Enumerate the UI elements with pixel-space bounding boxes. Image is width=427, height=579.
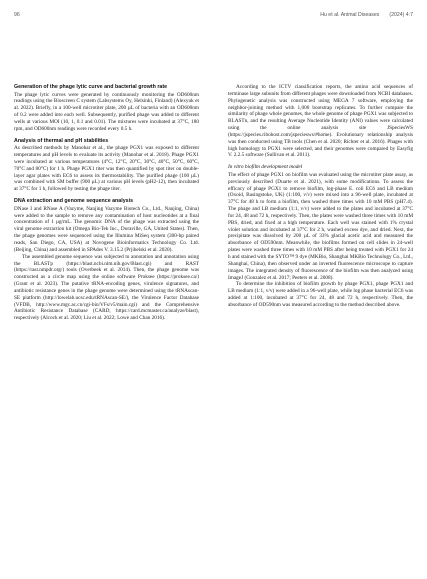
section-heading: Generation of the phage lytic curve and bacterial growth rate bbox=[14, 84, 168, 90]
journal-citation bbox=[310, 12, 413, 18]
section-heading: Analysis of thermal and pH stabilities bbox=[14, 137, 109, 144]
paragraph: DNase I and RNase A (Vazyme, Nanjing Vazyme Biotech Co., Ltd., Nanjing, China) were added to the sample to remove any contamination of host nucleotides at a final concentration of 1 µg/mL. The genomic DNA of the phage was extracted using the viral genome extraction kit (Omega Bio-Tek Inc., Doraville, GA, United States). Then, the phage genomes were sequenced using the Illumina MiSeq system (300-bp paired reads, San Diego, CA, USA) at Novogene Bioinformatics Technology Co. Ltd. (Beijing, China) and assembled in SPAdes V. 3.15.2 (Prjibelski et al. 2020). bbox=[14, 205, 199, 253]
journal-year-volume: (2024) 4:7 bbox=[389, 12, 413, 18]
paragraph: As described methods by Manohar et al., the phage PGX1 was exposed to different temperatures and pH levels to evaluate its activity (Manohar et al. 2018). Phage PGX1 were incubated at various temperatures (4°C, 12°C, 20°C, 30°C, 40°C, 50°C, 60°C, 70°C and 80°C) for 1 h. Phage PGX1 titer was then quantified by spot titer on double-layer agar plates with EC6 to assess its thermostability. The purified phage (100 µL) was combined with SM buffer (900 µL) at various pH levels (pH2-12), then incubated at 37°C for 1 h, followed by testing the phage titer. bbox=[14, 145, 199, 193]
running-header bbox=[14, 12, 413, 22]
section-heading: DNA extraction and genome sequence analysis bbox=[14, 198, 134, 205]
section-heading: In vitro biofilm development model bbox=[228, 164, 303, 171]
paragraph: The effect of phage PGX1 on biofilm was evaluated using the microtiter plate assay, as previously described (Duarte et al. 2021), with some modifications. To assess the efficacy of phage PGX1 to remove biofilm, log-phase E. coli EC6 and LB medium (Oxoid, Basingstoke, UK) (1:100, v/v) were mixed into a 96-well plate, incubated at 37°C for 48 h to form a biofilm, then washed three times with 10 mM PBS (pH7.4). The phage and LB medium (1:1, v/v) were added to the plates and incubated at 37°C for 24, 48 and 72 h, respectively. Then, the plates were washed three times with 10 mM PBS, dried, and fixed at a high temperature. Each well was stained with 1% crystal violet solution and incubated at 37°C for 2 h, washed excess dye, and dried. Next, the precipitate was dissolved by 200 µL of 33% glacial acetic acid and measured the absorbance of OD590nm. Meanwhile, the biofilms formed on cell slides in 24-well plates were washed three times with 10 mM PBS after being treated with PGX1 for 24 h and stained with the SYTO™ 9 dye (MKBio, Shanghai MKBio Technology Co., Ltd., Shanghai, China), then observed under an inverted fluorescence microscope to capture images. The integrated density of fluorescence of the biofilm was then analyzed using ImageJ (Gonzalez et al. 2017; Peeters et al. 2008). bbox=[228, 171, 413, 281]
paragraph: The phage lytic curves were generated by continuously monitoring the OD600nm readings using the Bioscreen C system (Labsystems Oy, Helsinki, Finland) (Alexyuk et al. 2022). Briefly, in a 100-well microtiter plate, 200 µL of bacteria with an OD600nm of 0.2 were added into each well. Subsequently, purified phage was added to different wells at various MOI (10, 1, 0.1 and 0.01). The mixtures were incubated at 37°C, 180 rpm, and OD600nm readings were recorded every 0.5 h. bbox=[14, 91, 199, 132]
journal-name: Hu et al. Animal Diseases bbox=[320, 12, 380, 18]
page-number: 96 bbox=[14, 12, 20, 18]
left-column bbox=[14, 84, 199, 322]
paragraph: The assembled genome sequence was subjected to annotation and annotation using the BLASTp (https://blast.ncbi.nlm.nih.gov/Blast.cgi) and RAST (https://rast.nmpdr.org/) tools (Overbeek et al. 2014). Then, the phage genome was constructed as a circle map using the online software Proksee (https://proksee.ca/) (Grant et al. 2023). The putative tRNA-encoding genes, virulence signatures, and antibiotic resistance genes in the phage genome were determined using the tRNAscan-SE platform (http://lowelab.ucsc.edu/tRNAscan-SE/), the Virulence Factor Database (VFDB, http://www.mgc.ac.cn/cgi-bin/VFs/v5/main.cgi) and the Comprehensive Antibiotic Resistance Database (CARD, https://card.mcmaster.ca/analyze/blast), respectively (Alcock et al. 2020; Liu et al. 2022; Lowe and Chan 2016). bbox=[14, 253, 199, 322]
paragraph: According to the ICTV classification reports, the amino acid sequences of terminase large subunits from different phages were downloaded from NCBI databases. Phylogenetic analysis was constructed using MEGA 7 software, employing the neighbor-joining method with 1,000 bootstrap replicates. To further compare the similarity of phage whole genomes, the whole genome of phage PGX1 was subjected to BLASTn, and the resulting Average Nucleotide Identity (ANI) values were calculated using the online analysis site JSpeciesWS (https://jspecies.ribohost.com/jspeciesws/#home). Evolutionary relationship analysis was then conducted using TB tools (Chen et al. 2020; Richter et al. 2016). Phages with high homology to PGX1 were selected, and their genomes were compared by Easyfig V. 2.2.5 software (Sullivan et al. 2011). bbox=[228, 84, 413, 159]
right-column bbox=[228, 84, 413, 309]
paragraph: To determine the inhibition of biofilm growth by phage PGX1, phage PGX1 and LB medium (1:1, v/v) were added in a 96-well plate, while log phase bacterial EC6 was added at 1:100, incubated at 37°C for 24, 48 and 72 h, respectively. Then, the absorbance of OD590nm was measured according to the method described above. bbox=[228, 281, 413, 308]
